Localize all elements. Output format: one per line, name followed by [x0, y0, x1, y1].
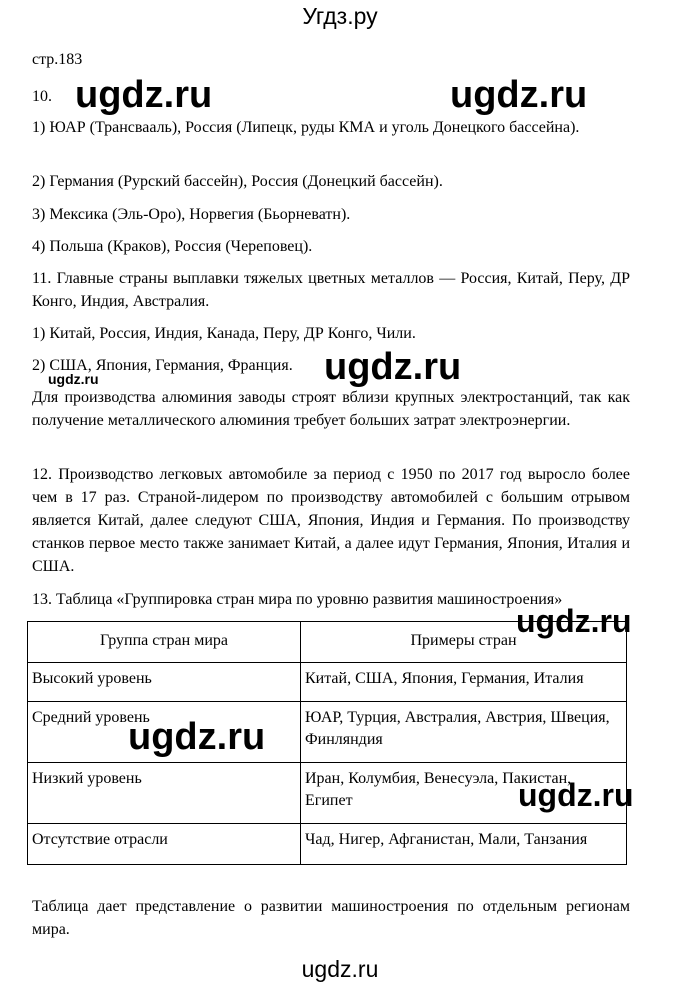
task-11-aluminium: Для производства алюминия заводы строят вблизи крупных электростанций, так как получение металлического алюминия требует больших затрат электроэнергии.	[32, 389, 630, 429]
task-11-item-1: 1) Китай, Россия, Индия, Канада, Перу, ДР Конго, Чили.	[32, 325, 416, 342]
table-cell-group: Средний уровень	[28, 702, 301, 763]
table-cell-group: Отсутствие отрасли	[28, 824, 301, 865]
table-cell-examples: Иран, Колумбия, Венесуэла, Пакистан, Египет	[301, 763, 627, 824]
task-11-item-2: 2) США, Япония, Германия, Франция.	[32, 357, 293, 374]
task-10-item-4: 4) Польша (Краков), Россия (Череповец).	[32, 238, 313, 255]
site-footer: ugdz.ru	[301, 956, 379, 982]
task-13-title: 13. Таблица «Группировка стран мира по уровню развития машиностроения»	[32, 591, 563, 608]
watermark: ugdz.ru	[48, 371, 99, 387]
task-10-item-1: 1) ЮАР (Трансвааль), Россия (Липецк, руды КМА и уголь Донецкого бассейна).	[32, 119, 580, 136]
watermark: ugdz.ru	[518, 777, 634, 813]
task-10-number: 10.	[32, 88, 52, 105]
table-row	[28, 702, 627, 763]
table-row	[28, 663, 627, 702]
watermark: ugdz.ru	[75, 74, 213, 116]
page-label: стр.183	[32, 51, 83, 68]
table-cell-examples: ЮАР, Турция, Австралия, Австрия, Швеция, Финляндия	[301, 702, 627, 763]
watermark: ugdz.ru	[324, 346, 462, 388]
task-11-intro: 11. Главные страны выплавки тяжелых цветных металлов — Россия, Китай, Перу, ДР Конго, Индия, Австралия.	[32, 270, 630, 310]
task-10-item-2: 2) Германия (Рурский бассейн), Россия (Донецкий бассейн).	[32, 173, 443, 190]
task-12-text: 12. Производство легковых автомобиле за период с 1950 по 2017 год выросло более чем в 17 раз. Страной-лидером по производству автомобилей с большим отрывом является Китай, далее следуют США, Япония, Индия и Германия. По производству станков первое место также занимает Китай, а далее идут Германия, Япония, Италия и США.	[32, 466, 630, 575]
watermark: ugdz.ru	[450, 74, 588, 116]
task-13-conclusion: Таблица дает представление о развитии машиностроения по отдельным регионам мира.	[32, 898, 630, 938]
task-10-item-3: 3) Мексика (Эль-Оро), Норвегия (Бьорневатн).	[32, 206, 351, 223]
table-cell-examples: Китай, США, Япония, Германия, Италия	[301, 663, 627, 702]
table-cell-examples: Чад, Нигер, Афганистан, Мали, Танзания	[301, 824, 627, 865]
site-header: Угдз.ру	[302, 3, 378, 29]
country-group-table	[27, 621, 627, 865]
table-row	[28, 824, 627, 865]
table-cell-group: Низкий уровень	[28, 763, 301, 824]
watermark: ugdz.ru	[128, 716, 266, 758]
table-header-examples: Примеры стран	[301, 622, 627, 663]
table-cell-group: Высокий уровень	[28, 663, 301, 702]
watermark: ugdz.ru	[516, 603, 632, 639]
table-header-group: Группа стран мира	[28, 622, 301, 663]
